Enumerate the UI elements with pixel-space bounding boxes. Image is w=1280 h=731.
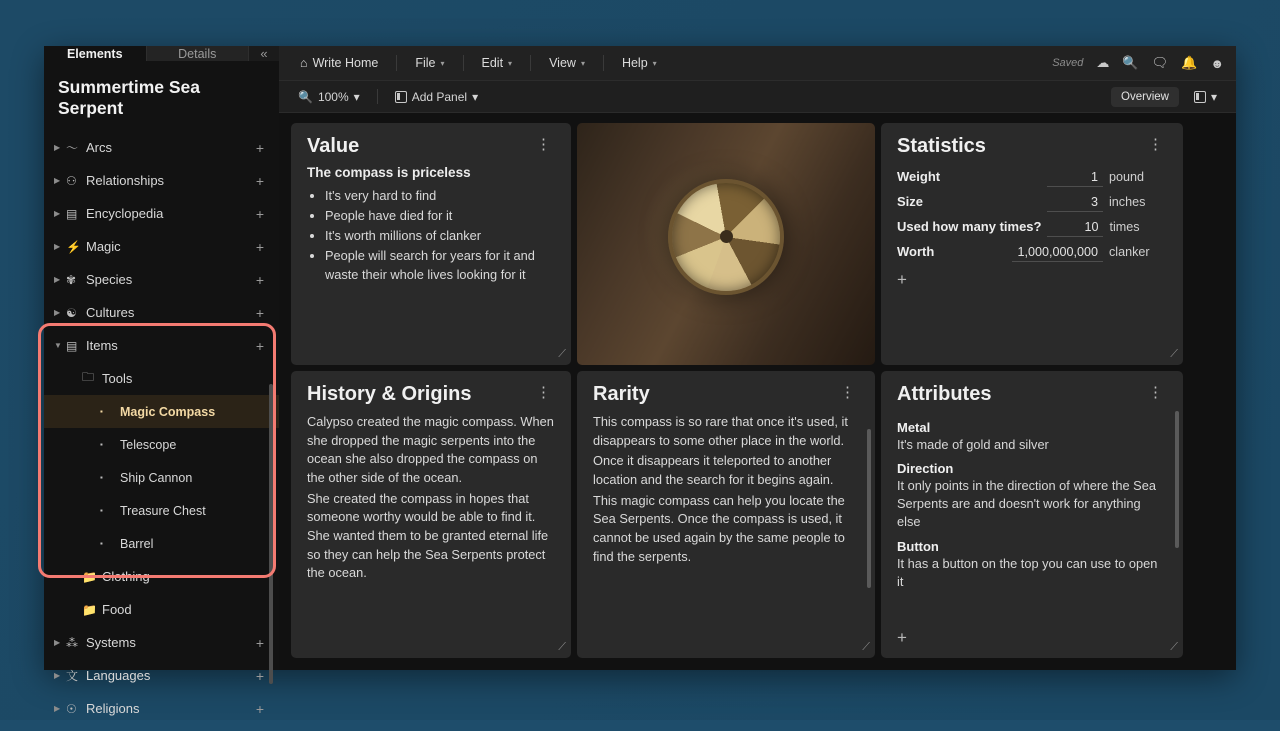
project-title: Summertime Sea Serpent	[58, 77, 201, 118]
zoom-control[interactable]	[291, 87, 367, 107]
account-icon[interactable]: ☻	[1210, 55, 1224, 71]
tree-item-clothing[interactable]	[44, 560, 279, 593]
panel-icon	[395, 91, 407, 103]
languages-icon: 文	[66, 669, 79, 683]
book-icon: ▤	[66, 206, 78, 221]
sidebar-scrollbar-thumb[interactable]	[269, 384, 273, 684]
tree-item-magic-compass[interactable]	[44, 395, 279, 428]
panel-history-body	[307, 413, 555, 646]
value-bullet: • People will search for years for it and waste their whole lives looking for it	[325, 247, 555, 285]
menu-divider	[463, 55, 464, 71]
tree-item-label: Cultures	[86, 305, 135, 320]
layout-selector[interactable]	[1187, 87, 1224, 107]
add-item-icon[interactable]: +	[255, 337, 265, 354]
toolbar-right	[1111, 87, 1224, 107]
tab-details[interactable]	[147, 46, 250, 61]
caret-right-icon[interactable]: ▶	[54, 638, 61, 647]
relationships-icon: ⚇	[66, 173, 77, 188]
folder-icon: 📁	[82, 602, 97, 617]
tree-item-ship-cannon[interactable]	[44, 461, 279, 494]
add-item-icon[interactable]: +	[255, 634, 265, 651]
tree-item-label: Arcs	[86, 140, 112, 155]
value-bullet: • It's very hard to find	[325, 187, 555, 206]
panel-rarity[interactable]	[577, 371, 875, 658]
panel-statistics-menu-icon[interactable]: ⋮	[1148, 136, 1163, 153]
add-statistic-button[interactable]: +	[897, 270, 907, 289]
add-item-icon[interactable]: +	[255, 700, 265, 717]
statistic-label: Worth	[897, 244, 935, 259]
bullet: ▪	[100, 506, 103, 515]
tree-item-relationships[interactable]	[44, 164, 279, 197]
chevron-down-icon: ▾	[1210, 89, 1217, 104]
compass-icon	[668, 179, 784, 295]
panel-value-body	[307, 165, 555, 353]
caret-right-icon[interactable]: ▶	[54, 704, 61, 713]
tree-item-food[interactable]	[44, 593, 279, 626]
add-item-icon[interactable]: +	[255, 139, 265, 156]
chevron-down-icon: ▾	[508, 58, 513, 68]
tree-item-systems[interactable]	[44, 626, 279, 659]
panel-statistics-header	[897, 135, 1167, 157]
statistic-unit[interactable]: clanker	[1109, 245, 1150, 259]
tree-item-label: Ship Cannon	[120, 470, 193, 485]
panel-value-menu-icon[interactable]: ⋮	[536, 136, 551, 153]
tree-item-treasure-chest[interactable]	[44, 494, 279, 527]
menu-divider	[603, 55, 604, 71]
statistic-row	[897, 165, 1167, 190]
panel-attributes-menu-icon[interactable]: ⋮	[1148, 384, 1163, 401]
overview-button[interactable]: Overview	[1111, 87, 1179, 107]
panel-attributes-header	[897, 383, 1167, 405]
tree-item-religions[interactable]	[44, 692, 279, 725]
tree-item-tools[interactable]	[44, 362, 279, 395]
tree-item-label: Barrel	[120, 536, 154, 551]
add-attribute-button[interactable]: +	[897, 628, 907, 647]
attribute-value: It only points in the direction of where the Sea Serpents are and doesn't work for anything else	[897, 478, 1156, 530]
menu-bar	[279, 46, 1236, 81]
zoom-icon: 🔍	[298, 89, 313, 104]
panel-value-resize-handle[interactable]: ⟋	[558, 348, 566, 360]
menu-file-label: File	[415, 56, 436, 70]
attributes-scrollbar-thumb[interactable]	[1175, 411, 1179, 548]
layout-icon	[1194, 91, 1206, 103]
menu-file[interactable]	[406, 52, 453, 74]
items-icon: ▤	[66, 338, 78, 353]
caret-right-icon[interactable]: ▶	[54, 176, 61, 185]
chevron-down-icon: ▾	[580, 58, 585, 68]
rarity-paragraph: Once it disappears it teleported to another location and the search for it begins again.	[593, 453, 834, 488]
chevron-down-icon: ▾	[652, 58, 657, 68]
caret-right-icon[interactable]: ▶	[54, 308, 61, 317]
cloud-icon[interactable]: ☁	[1096, 55, 1110, 70]
statistic-label: Used how many times?	[897, 219, 1042, 234]
statistic-unit[interactable]: inches	[1109, 195, 1146, 209]
tree-item-cultures[interactable]	[44, 296, 279, 329]
statistic-row	[897, 190, 1167, 215]
attribute-value: It's made of gold and silver	[897, 437, 1049, 452]
add-item-icon[interactable]: +	[255, 271, 265, 288]
tree-item-label: Relationships	[86, 173, 165, 188]
history-paragraph: She created the compass in hopes that someone worthy would be able to find it. She wanted them to be granted eternal life so they can help the Sea Serpents protect the ocean.	[307, 490, 549, 581]
statistic-value[interactable]: 1,000,000,000	[1012, 245, 1103, 262]
panel-rarity-menu-icon[interactable]: ⋮	[840, 384, 855, 401]
magic-icon: ⚡	[66, 239, 81, 254]
panel-image[interactable]	[577, 123, 875, 365]
menu-help[interactable]	[613, 52, 666, 74]
cultures-icon: ☯	[66, 305, 77, 320]
panel-attributes-title: Attributes	[897, 383, 992, 405]
panel-value-title: Value	[307, 135, 360, 157]
panel-statistics-body	[897, 165, 1167, 353]
value-bullet: • It's worth millions of clanker	[325, 227, 555, 246]
statistic-row	[897, 240, 1167, 265]
add-item-icon[interactable]: +	[255, 172, 265, 189]
tree-item-barrel[interactable]	[44, 527, 279, 560]
panel-value-header	[307, 135, 555, 157]
write-home-button[interactable]	[291, 52, 387, 74]
tree-item-languages[interactable]	[44, 659, 279, 692]
statistic-row	[897, 215, 1167, 240]
chevron-down-icon: ▾	[472, 89, 479, 104]
bullet: ▪	[100, 440, 103, 449]
caret-right-icon[interactable]: ▶	[54, 209, 61, 218]
menu-view-label: View	[549, 56, 576, 70]
value-bullet-list	[307, 187, 555, 285]
add-panel-button[interactable]	[388, 87, 485, 107]
write-home-label: Write Home	[312, 56, 379, 70]
religions-icon: ☉	[66, 701, 77, 716]
bullet: ▪	[100, 539, 103, 548]
systems-icon: ⁂	[66, 635, 78, 650]
search-icon[interactable]: 🔍	[1122, 55, 1139, 70]
panel-rarity-header	[593, 383, 859, 405]
panel-history-title: History & Origins	[307, 383, 472, 405]
tool-bar	[279, 81, 1236, 113]
chevron-down-icon: ▾	[440, 58, 445, 68]
menu-help-label: Help	[621, 56, 648, 70]
panel-statistics-resize-handle[interactable]: ⟋	[1170, 348, 1178, 360]
panel-history-menu-icon[interactable]: ⋮	[536, 384, 551, 401]
tree-item-label: Magic	[86, 239, 121, 254]
tree-item-species[interactable]	[44, 263, 279, 296]
statistic-value[interactable]: 3	[1047, 195, 1103, 212]
folder-open-icon: 🗀	[82, 370, 95, 384]
tree-item-label: Religions	[86, 701, 140, 716]
attribute-name: Direction	[897, 461, 954, 477]
home-icon: ⌂	[300, 56, 308, 70]
panel-attributes[interactable]	[881, 371, 1183, 658]
panel-value[interactable]	[291, 123, 571, 365]
app-window	[44, 46, 1236, 717]
bell-icon[interactable]: 🔔	[1181, 55, 1198, 70]
panel-rarity-resize-handle[interactable]: ⟋	[862, 641, 870, 653]
main-area	[279, 46, 1236, 670]
value-subheading: The compass is priceless	[307, 165, 471, 180]
tree-item-label: Encyclopedia	[86, 206, 164, 221]
menu-bar-right	[1052, 55, 1224, 71]
caret-down-icon[interactable]: ▼	[54, 341, 62, 350]
rarity-paragraph: This magic compass can help you locate the Sea Serpents. Once the compass is used, it cannot be used again by the same people to find the serpents.	[593, 492, 845, 564]
menu-edit[interactable]	[473, 52, 522, 74]
caret-right-icon[interactable]: ▶	[54, 143, 61, 152]
attribute-name: Metal	[897, 420, 931, 435]
toolbar-divider	[377, 89, 378, 104]
tab-elements[interactable]	[44, 46, 147, 61]
tree-item-label: Food	[102, 602, 132, 617]
tree-item-label: Treasure Chest	[120, 503, 206, 518]
panel-history-resize-handle[interactable]: ⟋	[558, 641, 566, 653]
panel-history[interactable]	[291, 371, 571, 658]
panel-rarity-title: Rarity	[593, 383, 650, 405]
panel-attributes-body	[897, 413, 1167, 623]
rarity-scrollbar-thumb[interactable]	[867, 429, 871, 588]
tree-item-items[interactable]	[44, 329, 279, 362]
attribute-name: Button	[897, 538, 939, 554]
sidebar	[44, 46, 279, 717]
chevron-down-icon: ▾	[353, 89, 360, 104]
tree-item-label: Species	[86, 272, 133, 287]
caret-right-icon[interactable]: ▶	[54, 275, 61, 284]
statistic-label: Size	[897, 194, 924, 209]
add-panel-label: Add Panel	[411, 89, 468, 104]
caret-right-icon[interactable]: ▶	[54, 671, 61, 680]
add-item-icon[interactable]: +	[255, 304, 265, 321]
panel-statistics[interactable]	[881, 123, 1183, 365]
arc-icon: 〜	[66, 141, 79, 155]
folder-icon: 📁	[82, 569, 97, 584]
bullet: ▪	[100, 407, 103, 416]
value-bullet: • People have died for it	[325, 207, 555, 226]
add-item-icon[interactable]: +	[255, 667, 265, 684]
panel-statistics-title: Statistics	[897, 135, 986, 157]
add-item-icon[interactable]: +	[255, 205, 265, 222]
attributes-scrollbar[interactable]	[1175, 411, 1179, 632]
statistics-rows	[897, 165, 1167, 265]
panel-canvas	[279, 113, 1236, 670]
collapse-sidebar-icon[interactable]: «	[249, 46, 279, 61]
tree-item-label: Telescope	[120, 437, 177, 452]
statistic-value[interactable]: 10	[1047, 220, 1103, 237]
caret-right-icon[interactable]: ▶	[54, 242, 61, 251]
attribute-value: It has a button on the top you can use to open it	[897, 555, 1158, 589]
rarity-paragraph: This compass is so rare that once it's used, it disappears to some other place in the world.	[593, 414, 848, 448]
zoom-level: 100%	[317, 89, 349, 104]
tree-item-label: Tools	[102, 371, 133, 386]
species-icon: ✾	[66, 272, 77, 287]
tab-details-label: Details	[178, 46, 217, 61]
bullet: ▪	[100, 473, 103, 482]
panel-attributes-resize-handle[interactable]: ⟋	[1170, 641, 1178, 653]
saved-status: Saved	[1052, 57, 1084, 69]
menu-edit-label: Edit	[481, 56, 504, 70]
tree-item-label: Items	[86, 338, 118, 353]
rarity-scrollbar[interactable]	[867, 411, 871, 632]
menu-divider	[530, 55, 531, 71]
tree-item-telescope[interactable]	[44, 428, 279, 461]
statistic-value[interactable]: 1	[1047, 170, 1103, 187]
add-item-icon[interactable]: +	[255, 238, 265, 255]
tree-item-label: Languages	[86, 668, 151, 683]
history-paragraph: Calypso created the magic compass. When she dropped the magic serpents into the ocean she also dropped the compass on the other side of the ocean.	[307, 414, 554, 486]
panel-rarity-body	[593, 413, 859, 646]
tree-item-arcs[interactable]	[44, 131, 279, 164]
statistic-unit[interactable]: times	[1109, 220, 1140, 234]
comment-icon[interactable]: 🗨	[1151, 55, 1169, 70]
tree-item-magic[interactable]	[44, 230, 279, 263]
panel-history-header	[307, 383, 555, 405]
statistic-label: Weight	[897, 169, 941, 184]
tree-item-label: Systems	[86, 635, 136, 650]
sidebar-tabs	[44, 46, 279, 61]
tree-item-label: Clothing	[102, 569, 150, 584]
sidebar-scrollbar-track[interactable]	[272, 90, 276, 630]
statistic-unit[interactable]: pound	[1109, 170, 1145, 184]
tree-item-encyclopedia[interactable]	[44, 197, 279, 230]
menu-view[interactable]	[540, 52, 594, 74]
element-tree	[44, 131, 279, 731]
tab-elements-label: Elements	[66, 46, 123, 61]
menu-divider	[396, 55, 397, 71]
tree-item-label: Magic Compass	[120, 404, 216, 419]
